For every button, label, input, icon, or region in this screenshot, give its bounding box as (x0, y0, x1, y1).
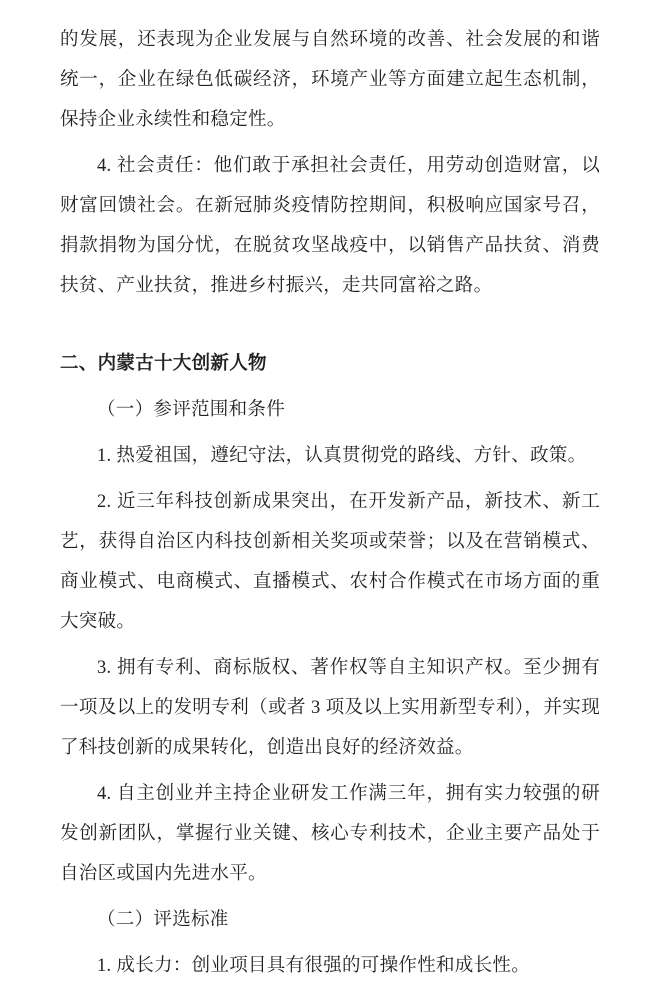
subsection-heading-scope-conditions: （一）参评范围和条件 (97, 400, 286, 420)
section-heading: 二、内蒙古十大创新人物 (60, 354, 267, 374)
criteria-item-1: 1. 成长力：创业项目具有很强的可操作性和成长性。 (97, 956, 531, 976)
subsection-heading-selection-criteria: （二）评选标准 (97, 910, 229, 930)
condition-item-2: 2. 近三年科技创新成果突出，在开发新产品，新技术、新工艺，获得自治区内科技创新相关奖项或荣誉；以及在营销模式、商业模式、电商模式、直播模式、农村合作模式在市场方面的重大突破。 (60, 492, 600, 632)
condition-item-4: 4. 自主创业并主持企业研发工作满三年，拥有实力较强的研发创新团队，掌握行业关键、核心专利技术，企业主要产品处于自治区或国内先进水平。 (60, 784, 600, 884)
condition-item-3: 3. 拥有专利、商标版权、著作权等自主知识产权。至少拥有一项及以上的发明专利（或者 3 项及以上实用新型专利），并实现了科技创新的成果转化，创造出良好的经济效益。 (60, 658, 600, 758)
condition-item-1: 1. 热爱祖国，遵纪守法，认真贯彻党的路线、方针、政策。 (97, 446, 587, 466)
body-paragraph-continuation: 的发展，还表现为企业发展与自然环境的改善、社会发展的和谐统一，企业在绿色低碳经济，环境产业等方面建立起生态机制，保持企业永续性和稳定性。 (60, 30, 600, 130)
body-paragraph-social-responsibility: 4. 社会责任：他们敢于承担社会责任，用劳动创造财富，以财富回馈社会。在新冠肺炎疫情防控期间，积极响应国家号召，捐款捐物为国分忧，在脱贫攻坚战疫中，以销售产品扶贫、消费扶贫、产业扶贫，推进乡村振兴，走共同富裕之路。 (60, 156, 600, 296)
